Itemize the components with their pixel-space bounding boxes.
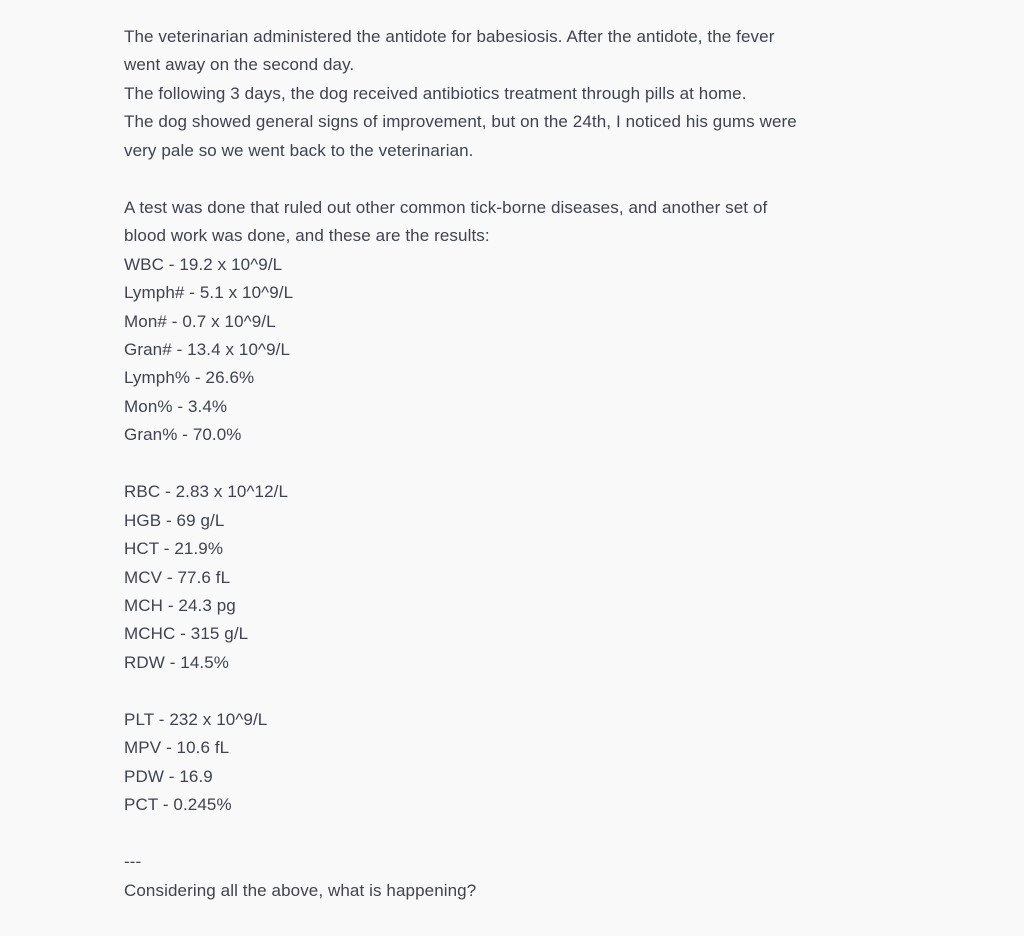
text-line: Mon# - 0.7 x 10^9/L xyxy=(124,311,276,331)
message-body xyxy=(124,23,914,905)
text-line: PDW - 16.9 xyxy=(124,766,213,786)
paragraph xyxy=(124,478,914,677)
text-line: Gran% - 70.0% xyxy=(124,425,242,445)
paragraph xyxy=(124,706,914,820)
paragraph xyxy=(124,194,914,450)
text-line: The following 3 days, the dog received antibiotics treatment through pills at home. xyxy=(124,83,747,103)
text-line: MCHC - 315 g/L xyxy=(124,624,249,644)
text-line: A test was done that ruled out other common tick-borne diseases, and another set of xyxy=(124,197,768,217)
text-line: PCT - 0.245% xyxy=(124,795,232,815)
text-line: The veterinarian administered the antidote for babesiosis. After the antidote, the fever xyxy=(124,27,775,46)
text-line: Mon% - 3.4% xyxy=(124,396,228,416)
text-line: very pale so we went back to the veterinarian. xyxy=(124,140,474,160)
text-line: PLT - 232 x 10^9/L xyxy=(124,709,268,729)
text-line: RBC - 2.83 x 10^12/L xyxy=(124,482,289,502)
text-line: Gran# - 13.4 x 10^9/L xyxy=(124,339,291,359)
text-line: MPV - 10.6 fL xyxy=(124,738,230,758)
paragraph xyxy=(124,848,914,905)
text-line: blood work was done, and these are the results: xyxy=(124,226,490,246)
text-line: HGB - 69 g/L xyxy=(124,510,225,530)
text-line: MCH - 24.3 pg xyxy=(124,596,236,616)
text-line: WBC - 19.2 x 10^9/L xyxy=(124,254,283,274)
text-line: --- xyxy=(124,852,142,872)
text-line: Lymph# - 5.1 x 10^9/L xyxy=(124,283,294,303)
text-line: Considering all the above, what is happening? xyxy=(124,880,477,900)
text-line: went away on the second day. xyxy=(124,55,355,75)
text-line: HCT - 21.9% xyxy=(124,539,224,559)
text-line: MCV - 77.6 fL xyxy=(124,567,231,587)
text-line: RDW - 14.5% xyxy=(124,652,230,672)
text-line: The dog showed general signs of improvement, but on the 24th, I noticed his gums were xyxy=(124,112,797,132)
paragraph xyxy=(124,23,914,165)
text-line: Lymph% - 26.6% xyxy=(124,368,255,388)
